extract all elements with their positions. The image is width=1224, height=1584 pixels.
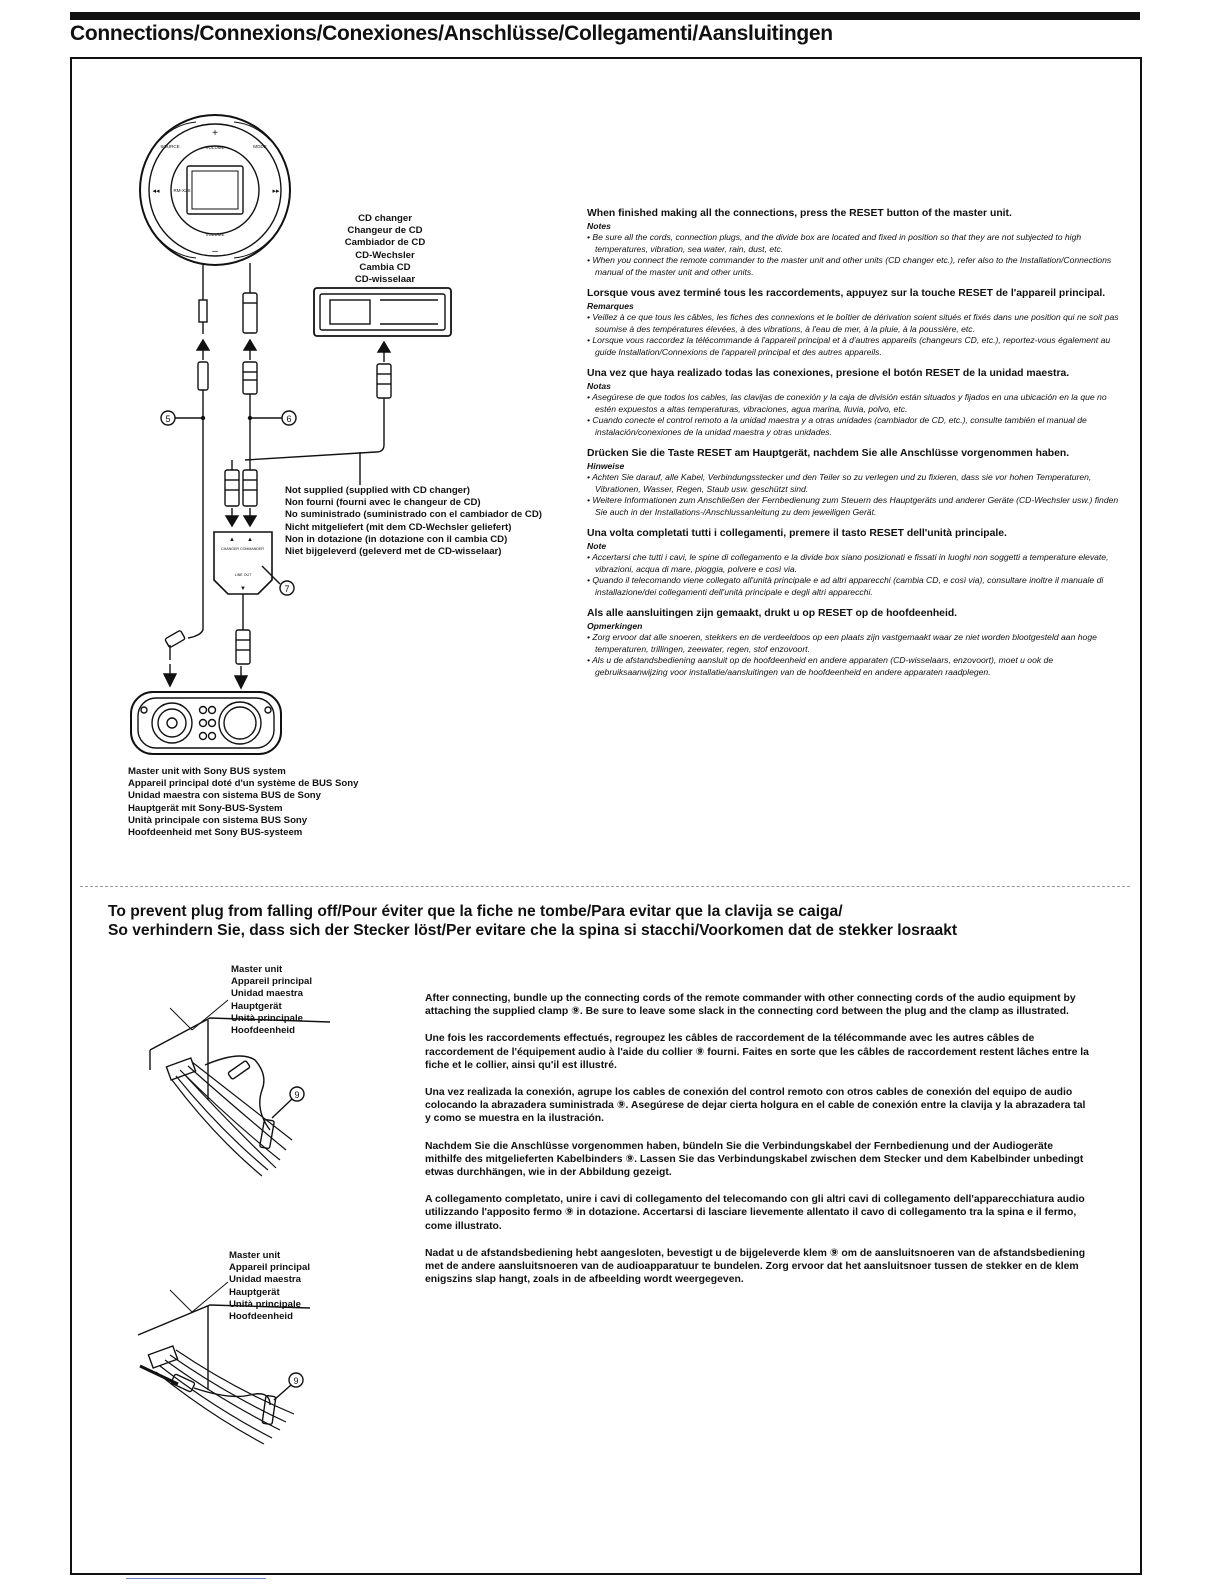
remote-plus: + [212,128,218,139]
remote-source: SOURCE [160,144,180,149]
remote-volume-top: VOLUME [205,145,225,150]
section-divider [80,886,1130,887]
svg-text:▼: ▼ [240,586,246,592]
notes-dutch: Als alle aansluitingen zijn gemaakt, drukt u op RESET op de hoofdeenheid. Opmerkingen • Zorg ervoor dat alle snoeren, stekkers en de verdeeldoos op een plaats zijn vastgemaakt waar ze niet worden blootgesteld aan hoge temperaturen, trillingen, zeewater, regen, stof enzovoort. • Als u de afstandsbediening aansluit op de hoofdeenheid en andere apparaten (CD-wisselaars, enzovoort), moet u ook de gebruiksaanwijzing voor installatie/aansluitingen van de hoofdeenheid en andere apparaten raadplegen. [587,608,1097,677]
footer-line [126,1578,266,1579]
cd-changer-label: CD changer Changeur de CD Cambiador de CD CD-Wechsler Cambia CD CD-wisselaar [344,213,426,286]
notes-english: When finished making all the connections, press the RESET button of the master unit. Notes • Be sure all the cords, connection plugs, and the divide box are located and fixed in position so that they are not subjected to high temperatures, vibration, sea water, rain, dust, etc. • When you connect the remote commander to the master unit and other units (CD changer etc.), refer also to the Installation/Connections manual of the master unit and other units. [587,208,1112,277]
remote-model: RM-X2S [173,188,191,193]
divide-box [214,532,272,594]
para-italian: A collegamento completato, unire i cavi di collegamento del telecomando con gli altri cavi di collegamento dell'apparecchiatura audio utilizzando l'apposito fermo ⑨ in dotazione. Accertarsi di lasciare lievemente allentato il cavo di collegamento tra la spina e il fermo, come illustrato. [425,1194,1085,1232]
box-line-out: LINE OUT [234,573,252,577]
master-unit-label-2: Master unit Appareil principal Unidad maestra Hauptgerät Unità principale Hoofdeenheid [229,1250,311,1323]
para-french: Une fois les raccordements effectués, regroupez les câbles de raccordement de la télécommande avec les autres câbles de raccordement de l'équipement audio à l'aide du collier ⑨ fourni. Faites en sorte que les câbles de raccordement restent lâches entre la fiche et le collier, ainsi qu'il est illustré. [425,1033,1089,1071]
notes-french: Lorsque vous avez terminé tous les raccordements, appuyez sur la touche RESET de l'appareil principal. Remarques • Veillez à ce que tous les câbles, les fiches des connexions et le boîtier de dérivation soient situés et fixés dans une position qui ne soit pas soumise à des températures élevées, à des vibrations, à l'eau de mer, à la pluie, à la poussière, etc. • Lorsque vous raccordez la télécommande à l'appareil principal et à d'autres appareils (changeurs CD, etc.), reportez-vous également au guide Installation/Connexions de l'appareil principal et des autres appareils. [587,288,1119,357]
cd-changer [314,288,451,336]
para-dutch: Nadat u de afstandsbediening hebt aangesloten, bevestigt u de bijgeleverde klem ⑨ om de aansluitsnoeren van de afstandsbediening met de andere aansluitsnoeren van de audioapparatuur te bundelen. Zorg ervoor dat het aansluitsnoer tussen de stekker en de klem enigszins slap hangt, zoals in de afbeelding wordt weergegeven. [425,1247,1086,1286]
remote-minus: – [212,246,218,257]
master-unit-label-1: Master unit Appareil principal Unidad maestra Hauptgerät Unità principale Hoofdeenheid [231,964,313,1037]
remote-volume-bottom: VOLUME [205,232,225,237]
master-unit [131,692,281,754]
notes-german: Drücken Sie die Taste RESET am Hauptgerät, nachdem Sie alle Anschlüsse vorgenommen haben. Hinweise • Achten Sie darauf, alle Kabel, Verbindungsstecker und den Teiler so zu verlegen und zu fixieren, dass sie vor hohen Temperaturen, Vibrationen, Wasser, Regen, Staub usw. geschützt sind. • Weitere Informationen zum Anschließen der Fernbedienung zum Steuern des Hauptgeräts und anderer Geräte (CD-Wechsler usw.) finden Sie auch in der Installations-/Anschlussanleitung zu dem jeweiligen Gerät. [587,448,1119,517]
para-german: Nachdem Sie die Anschlüsse vorgenommen haben, bündeln Sie die Verbindungskabel der Fernbedienung und der Audiogeräte mithilfe des mitgelieferten Kabelbinders ⑨. Lassen Sie das Verbindungskabel zwischen dem Stecker und dem Kabelbinder unbedingt etwas durchhängen, wie in der Abbildung gezeigt. [425,1140,1084,1179]
svg-text:▲: ▲ [229,537,235,543]
section-title: To prevent plug from falling off/Pour éviter que la fiche ne tombe/Para evitar que la clavija se caiga/ So verhindern Sie, dass sich der Stecker löst/Per evitare che la spina si stacchi/Voorkomen dat de stekker losraakt [108,903,958,939]
not-supplied-label: Not supplied (supplied with CD changer) Non fourni (fourni avec le changeur de CD) No suministrado (suministrado con el cambiador de CD) Nicht mitgeliefert (mit dem CD-Wechsler geliefert) Non in dotazione (in dotazione con il cambia CD) Niet bijgeleverd (geleverd met de CD-wisselaar) [285,485,542,558]
callout-9-a: 9 [294,1090,300,1100]
instructions-column [425,992,1090,1300]
box-commander: COMMANDER [240,547,264,551]
svg-text:◂◂: ◂◂ [152,188,160,195]
callout-7: 7 [284,584,290,594]
para-english: After connecting, bundle up the connecting cords of the remote commander with other connecting cords of the audio equipment by attaching the supplied clamp ⑨. Be sure to leave some slack in the connecting cord between the plug and the clamp as illustrated. [425,993,1076,1018]
callout-9-b: 9 [293,1376,299,1386]
callout-6: 6 [286,414,292,424]
para-spanish: Una vez realizada la conexión, agrupe los cables de conexión del control remoto con otros cables de conexión del equipo de audio colocando la abrazadera suministrada ⑨. Asegúrese de dejar cierta holgura en el cable de conexión entre la clavija y la abrazadera tal y como se muestra en la ilustración. [425,1087,1086,1125]
remote-mode: MODE [253,144,267,149]
svg-text:▸▸: ▸▸ [272,188,280,195]
remote-commander [140,115,290,265]
page-title: Connections/Connexions/Conexiones/Anschlüsse/Collegamenti/Aansluitingen [70,22,833,45]
master-unit-label: Master unit with Sony BUS system Appareil principal doté d'un système de BUS Sony Unidad maestra con sistema BUS de Sony Hauptgerät mit Sony-BUS-System Unità principale con sistema BUS Sony Hoofdeenheid met Sony BUS-systeem [128,766,359,839]
notes-italian: Una volta completati tutti i collegamenti, premere il tasto RESET dell'unità principale. Note • Accertarsi che tutti i cavi, le spine di collegamento e la divide box siano posizionati e fissati in luoghi non soggetti a temperature elevate, vibrazioni, acqua di mare, pioggia, polvere e così via. • Quando il telecomando viene collegato all'unità principale e ad altri apparecchi (cambia CD, e così via), consultare inoltre il manuale di installazione/dei collegamenti dell'unità principale e degli altri apparecchi. [587,528,1109,597]
notes-spanish: Una vez que haya realizado todas las conexiones, presione el botón RESET de la unidad maestra. Notas • Asegúrese de que todos los cables, las clavijas de conexión y la caja de división están situados y fijados en una ubicación en la que no estén expuestos a altas temperaturas, vibraciones, agua marina, lluvia, polvo, etc. • Cuando conecte el control remoto a la unidad maestra y a otras unidades (cambiador de CD, etc.), consulte también el manual de instalación/conexiones de la unidad maestra y otras unidades. [587,368,1107,437]
box-changer: CHANGER [221,547,239,551]
callout-5: 5 [165,414,171,424]
notes-column [587,207,1127,687]
bus-plug-remote [243,293,257,333]
svg-text:▲: ▲ [247,537,253,543]
mini-plug-remote [199,300,207,334]
